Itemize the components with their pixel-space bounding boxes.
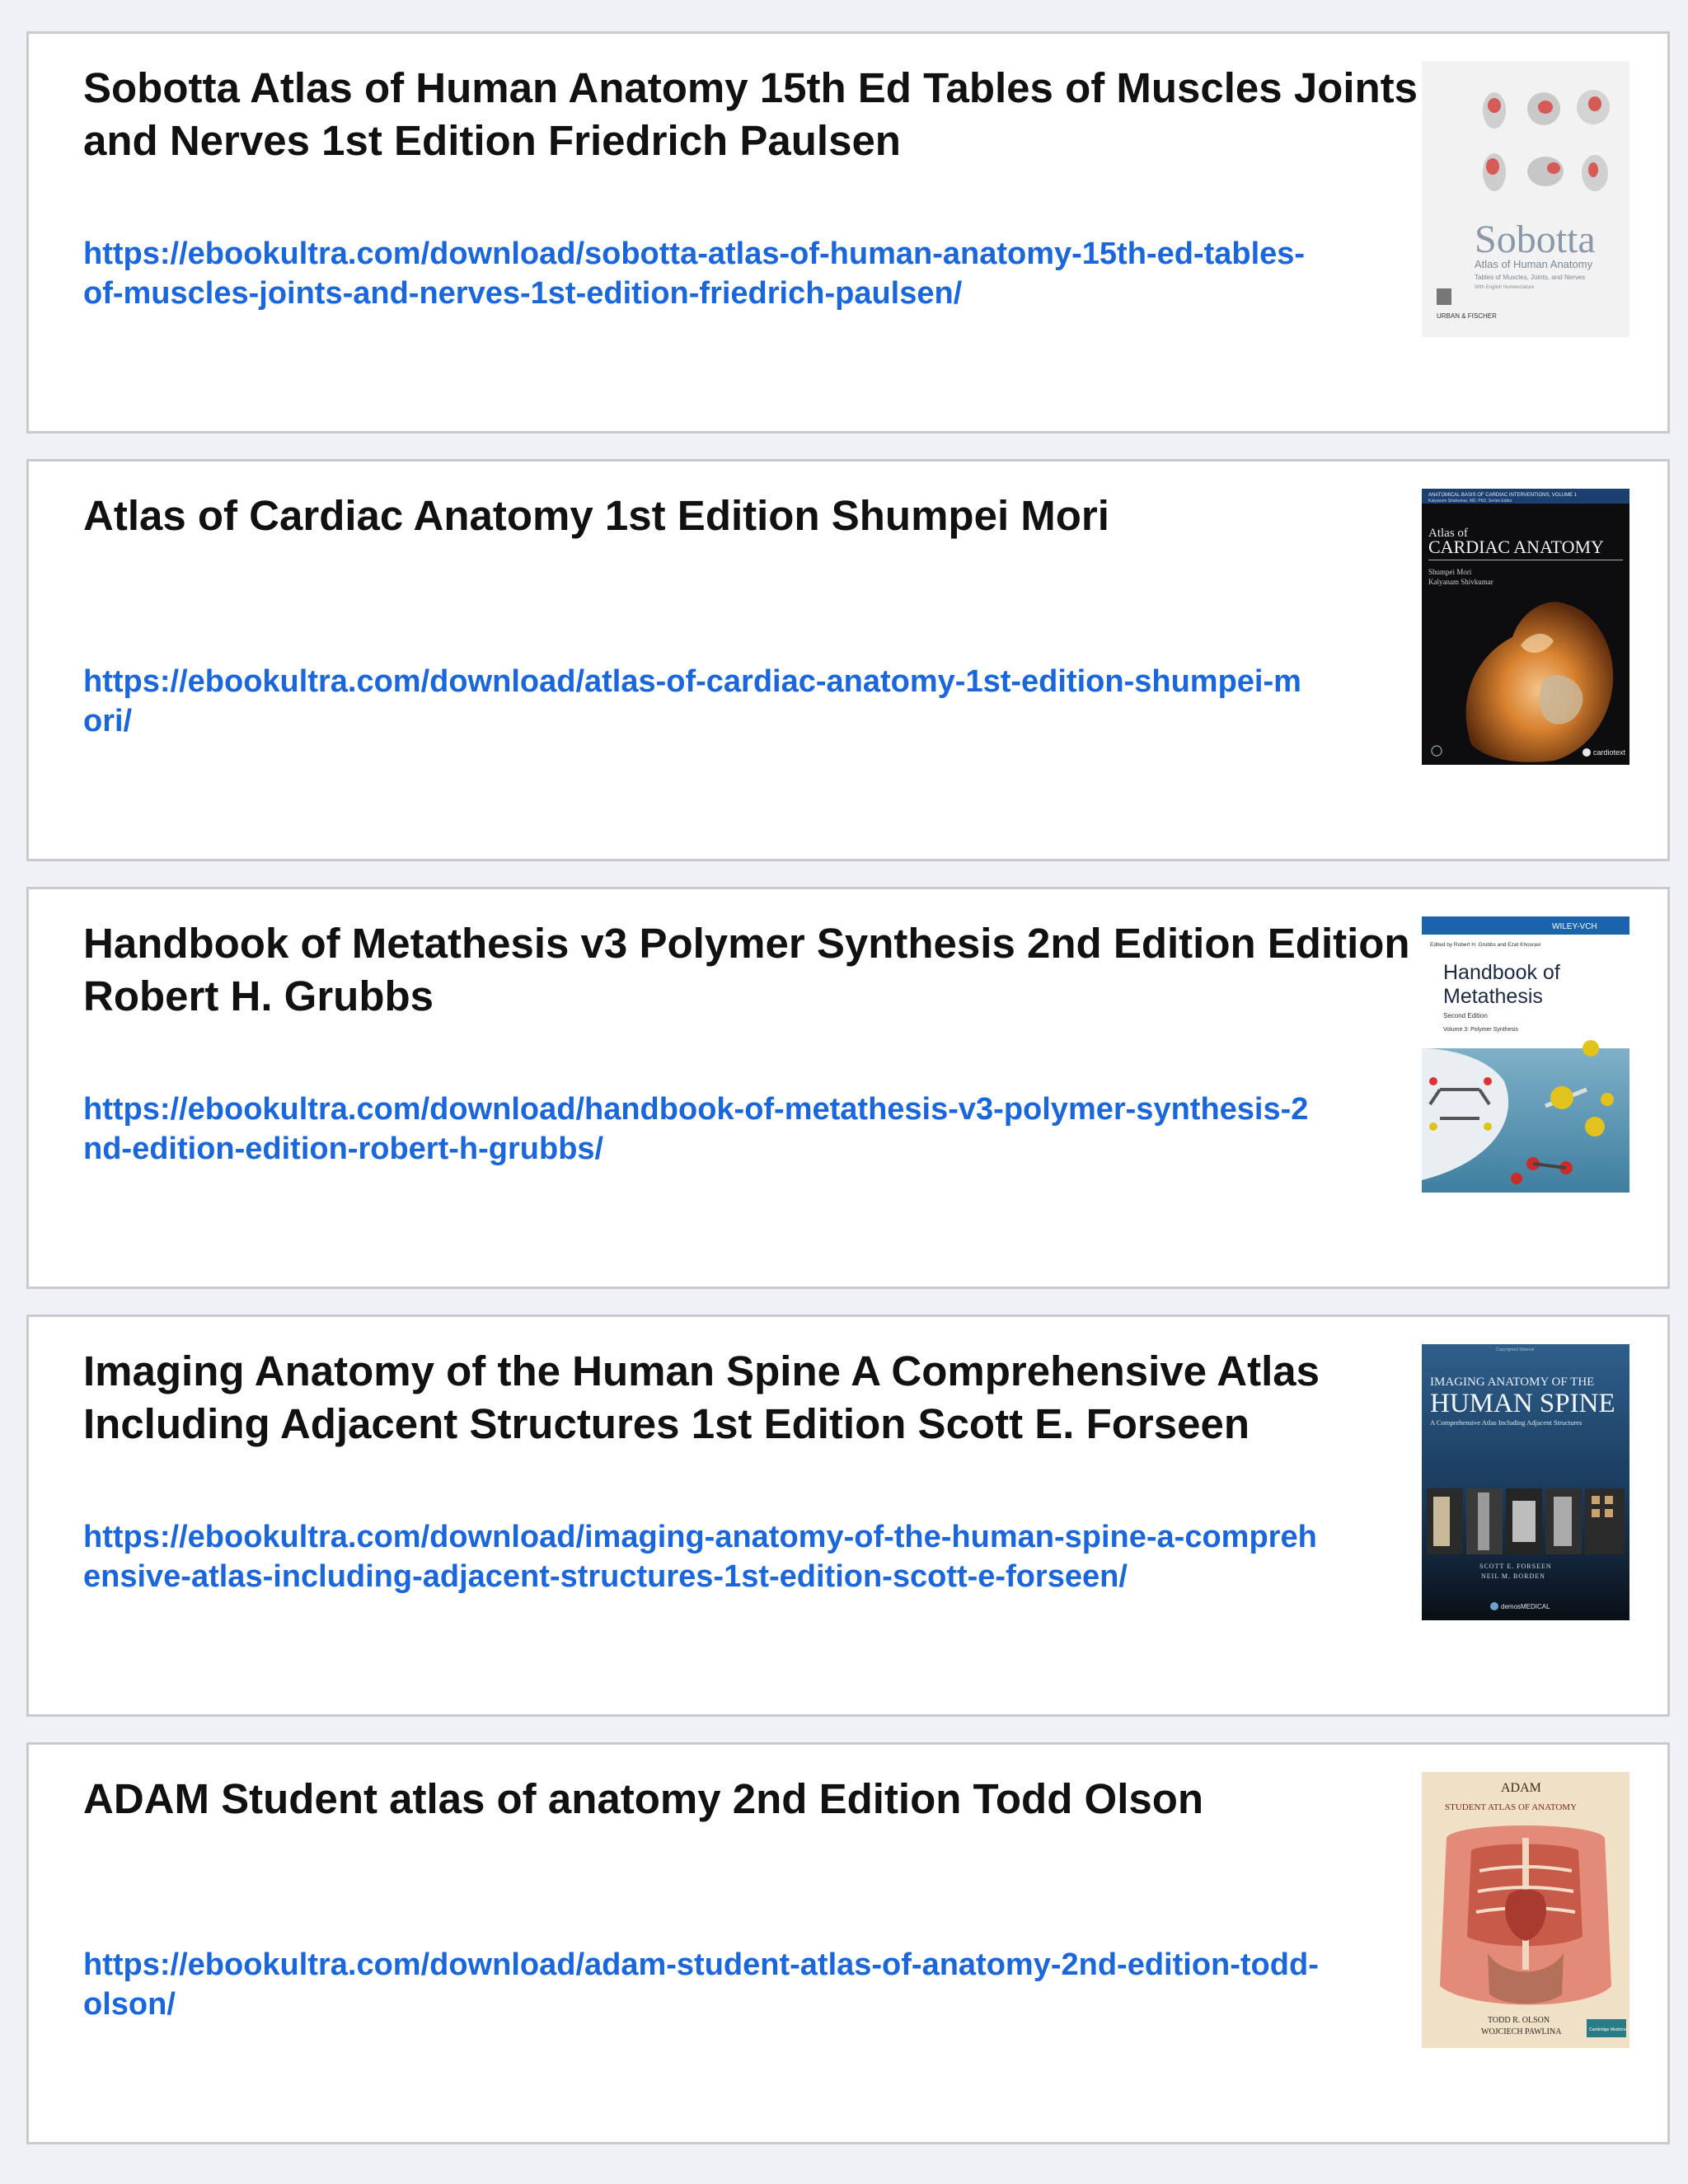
cover-title-line-1: IMAGING ANATOMY OF THE: [1430, 1376, 1595, 1389]
cover-publisher: WILEY-VCH: [1552, 922, 1597, 931]
cover-author-2: Kalyanam Shivkumar: [1428, 578, 1493, 586]
cover-author-1: TODD R. OLSON: [1488, 2016, 1550, 2025]
cover-publisher: Cambridge Medicine: [1589, 2027, 1627, 2032]
book-download-link[interactable]: https://ebookultra.com/download/imaging-anatomy-of-the-human-spine-a-comprehensive-atlas-including-adjacent-structures-1st-edition-scott-e-forseen/: [83, 1520, 1317, 1594]
cover-brand: Sobotta: [1475, 218, 1596, 261]
cover-title-line-1: Handbook of: [1443, 961, 1560, 984]
book-download-link[interactable]: https://ebookultra.com/download/sobotta-atlas-of-human-anatomy-15th-ed-tables-of-muscles-joints-and-nerves-1st-edition-friedrich-paulsen/: [83, 237, 1306, 311]
book-cover-image[interactable]: [1422, 1772, 1629, 2048]
cover-author-2: NEIL M. BORDEN: [1481, 1572, 1545, 1580]
book-card: [26, 887, 1670, 1289]
cover-series: ANATOMICAL BASIS OF CARDIAC INTERVENTIONS, VOLUME 1: [1428, 493, 1578, 498]
cover-subtitle: Atlas of Human Anatomy: [1475, 258, 1593, 270]
cover-publisher: URBAN & FISCHER: [1437, 312, 1497, 320]
cover-publisher: demosMEDICAL: [1501, 1603, 1550, 1610]
book-card: [26, 1742, 1670, 2144]
book-title: Sobotta Atlas of Human Anatomy 15th Ed Tables of Muscles Joints and Nerves 1st Edition Friedrich Paulsen: [83, 64, 1418, 164]
cardiotext-logo-icon: [1582, 748, 1591, 757]
book-cover-image[interactable]: [1422, 489, 1629, 765]
book-title: Imaging Anatomy of the Human Spine A Comprehensive Atlas Including Adjacent Structures 1st Edition Scott E. Forseen: [83, 1347, 1320, 1447]
cover-publisher: cardiotext: [1593, 748, 1626, 757]
cover-title-line-2: Metathesis: [1443, 985, 1543, 1008]
cover-pre: Atlas of: [1428, 527, 1468, 540]
cover-main-title: STUDENT ATLAS OF ANATOMY: [1445, 1802, 1578, 1812]
cover-note: With English Nomenclature: [1475, 285, 1535, 290]
cover-subtitle: A Comprehensive Atlas Including Adjacent Structures: [1430, 1418, 1582, 1427]
cover-author-2: WOJCIECH PAWLINA: [1481, 2027, 1562, 2036]
publisher-logo-icon: [1437, 288, 1451, 305]
book-title: Handbook of Metathesis v3 Polymer Synthesis 2nd Edition Edition Robert H. Grubbs: [83, 920, 1410, 1019]
demos-logo-icon: [1490, 1602, 1498, 1610]
cover-main-title: CARDIAC ANATOMY: [1428, 537, 1604, 557]
book-cover-image[interactable]: [1422, 1344, 1629, 1620]
cover-series-editor: Kalyanam Shivkumar, MD, PhD, Series Editor: [1428, 499, 1512, 504]
book-title: Atlas of Cardiac Anatomy 1st Edition Shumpei Mori: [83, 492, 1109, 539]
cover-subtitle-2: Tables of Muscles, Joints, and Nerves: [1475, 274, 1586, 281]
cover-title-line-2: HUMAN SPINE: [1430, 1389, 1615, 1418]
book-card: [26, 459, 1670, 861]
book-cover-image[interactable]: [1422, 61, 1629, 337]
cover-brand: ADAM: [1501, 1781, 1541, 1795]
book-cover-image[interactable]: [1422, 916, 1629, 1193]
book-download-link[interactable]: https://ebookultra.com/download/handbook-of-metathesis-v3-polymer-synthesis-2nd-edition-edition-robert-h-grubbs/: [83, 1092, 1309, 1166]
book-title: ADAM Student atlas of anatomy 2nd Edition Todd Olson: [83, 1775, 1204, 1822]
book-card: [26, 1315, 1670, 1717]
cover-author-1: SCOTT E. FORSEEN: [1479, 1563, 1552, 1570]
book-download-link[interactable]: https://ebookultra.com/download/atlas-of-cardiac-anatomy-1st-edition-shumpei-mori/: [83, 664, 1301, 738]
torso-anatomy-illustration-icon: [1440, 1825, 1611, 2005]
book-card: [26, 31, 1670, 434]
book-list: [26, 31, 1670, 2170]
book-download-link[interactable]: https://ebookultra.com/download/adam-student-atlas-of-anatomy-2nd-edition-todd-olson/: [83, 1947, 1319, 2022]
cover-edition: Second Edition: [1443, 1012, 1488, 1019]
cover-editors: Edited by Robert H. Grubbs and Ezat Khosravi: [1430, 942, 1541, 948]
spine-scan-images-icon: [1427, 1488, 1625, 1554]
cover-author-1: Shumpei Mori: [1428, 568, 1472, 576]
cover-volume: Volume 3: Polymer Synthesis: [1443, 1027, 1519, 1033]
cover-top-note: Copyrighted Material: [1496, 1347, 1535, 1352]
